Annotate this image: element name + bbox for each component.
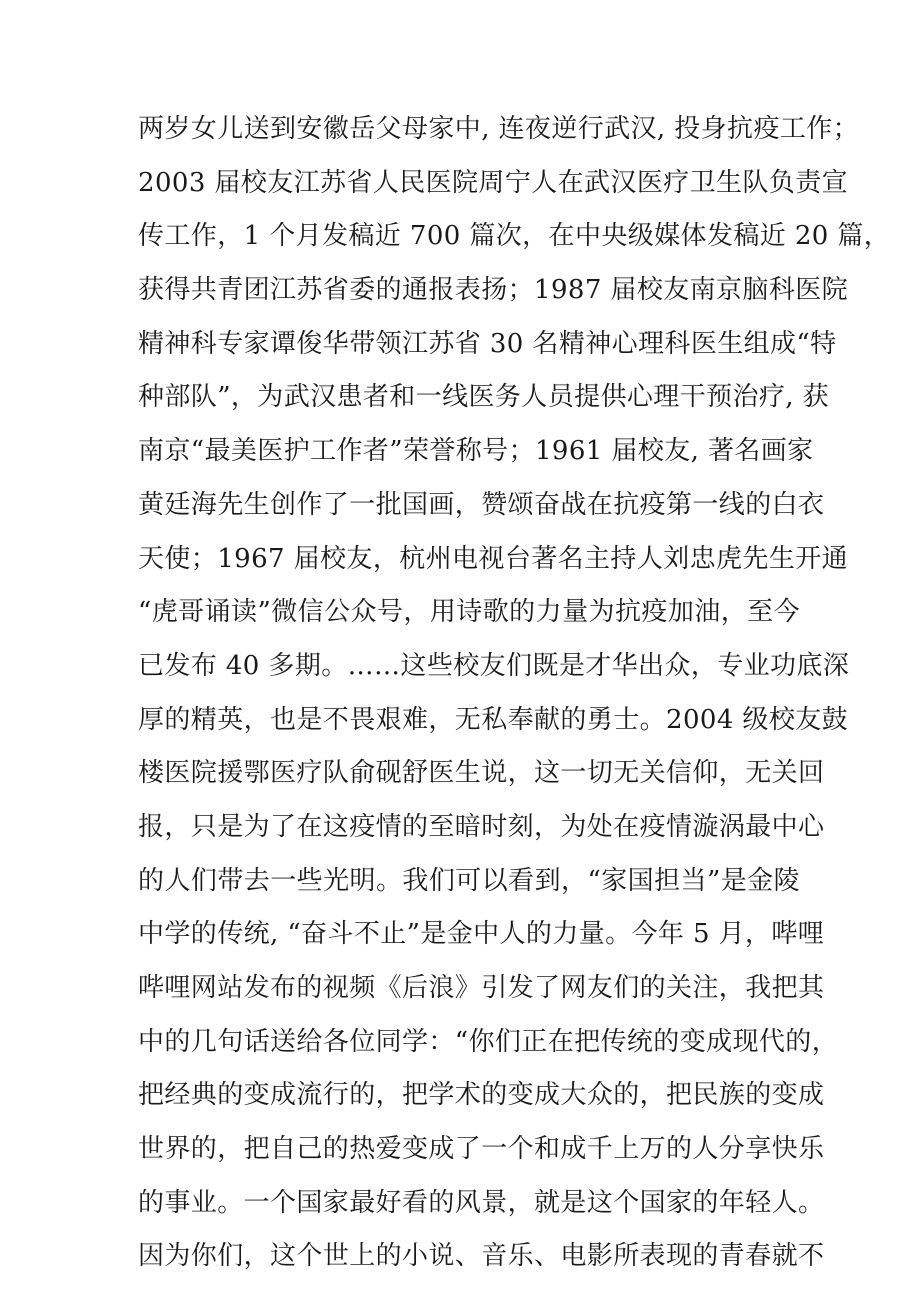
text-line: 哔哩网站发布的视频《后浪》引发了网友们的关注，我把其 [138,973,825,1003]
text-line: 南京“最美医护工作者”荣誉称号；1961 届校友, 著名画家 [138,436,814,467]
text-line: 种部队”，为武汉患者和一线医务人员提供心理干预治疗, 获 [138,382,830,413]
text-line: 传工作，1 个月发稿近 700 篇次，在中央级媒体发稿近 20 篇， [138,221,891,252]
body-text [138,103,891,1284]
text-line: 两岁女儿送到安徽岳父母家中, 连夜逆行武汉, 投身抗疫工作； [138,114,860,144]
text-line: 获得共青团江苏省委的通报表扬；1987 届校友南京脑科医院 [138,275,849,306]
text-line: “虎哥诵读”微信公众号，用诗歌的力量为抗疫加油，至今 [138,597,800,628]
text-line: 把经典的变成流行的，把学术的变成大众的，把民族的变成 [138,1080,825,1111]
text-line: 报，只是为了在这疫情的至暗时刻，为处在疫情漩涡最中心 [138,811,825,842]
text-line: 因为你们，这个世上的小说、音乐、电影所表现的青春就不 [138,1241,825,1272]
text-line: 的人们带去一些光明。我们可以看到，“家国担当”是金陵 [138,865,800,896]
text-line: 天使；1967 届校友，杭州电视台著名主持人刘忠虎先生开通 [138,543,849,574]
text-line: 厚的精英，也是不畏艰难，无私奉献的勇士。2004 级校友鼓 [138,704,849,735]
text-line: 黄廷海先生创作了一批国画，赞颂奋战在抗疫第一线的白衣 [138,489,825,520]
text-line: 2003 届校友江苏省人民医院周宁人在武汉医疗卫生队负责宣 [138,167,849,198]
text-line: 的事业。一个国家最好看的风景，就是这个国家的年轻人。 [138,1187,825,1218]
text-line: 世界的，把自己的热爱变成了一个和成千上万的人分享快乐 [138,1134,825,1165]
text-line: 中的几句话送给各位同学：“你们正在把传统的变成现代的， [138,1026,839,1057]
text-line: 已发布 40 多期。……这些校友们既是才华出众，专业功底深 [138,650,850,681]
text-line: 楼医院援鄂医疗队俞砚舒医生说，这一切无关信仰，无关回 [138,758,825,789]
text-line: 中学的传统, “奋斗不止”是金中人的力量。今年 5 月，哔哩 [138,919,825,950]
text-line: 精神科专家谭俊华带领江苏省 30 名精神心理科医生组成“特 [138,328,837,359]
